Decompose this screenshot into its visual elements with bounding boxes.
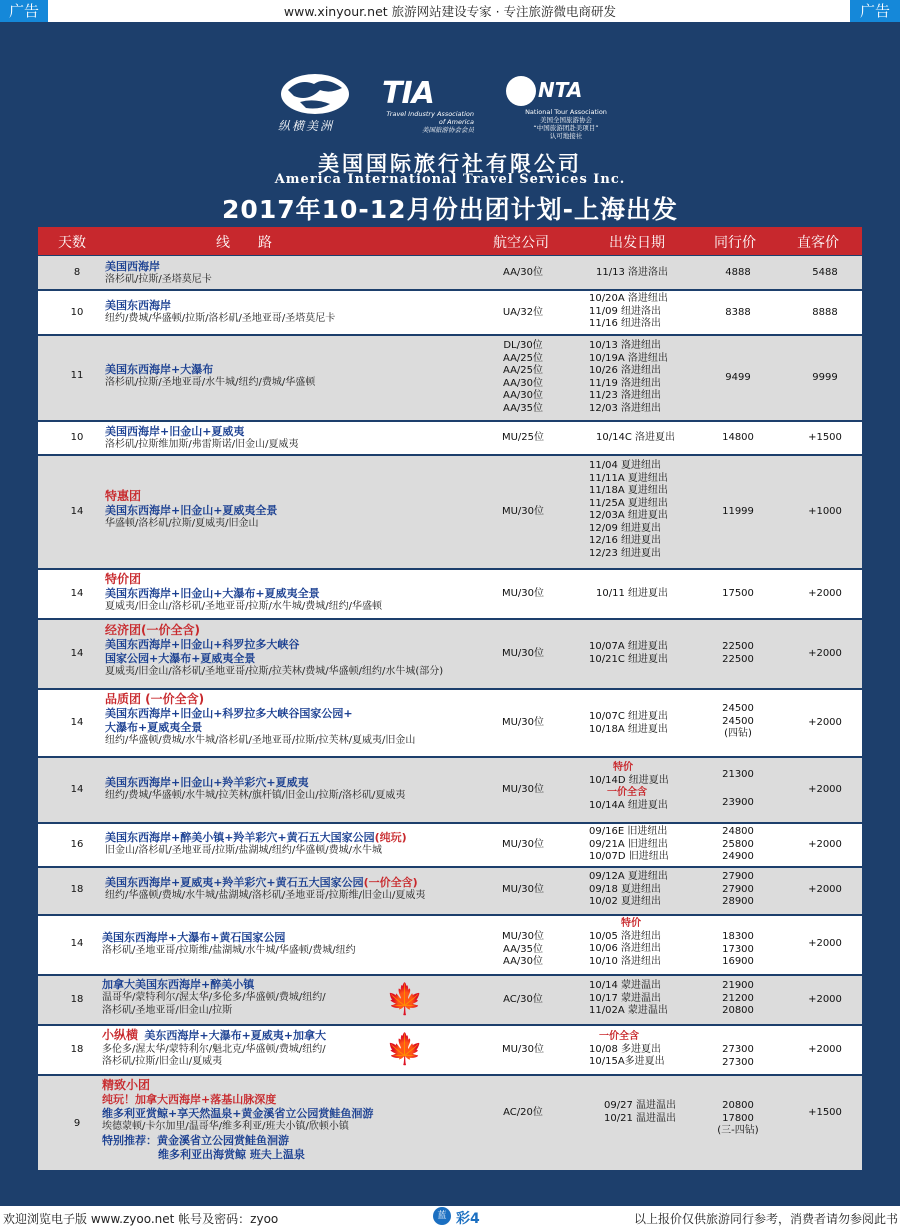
table-row[interactable]: 11 美国东西海岸+大瀑布 洛杉矶/拉斯/圣地亚哥/水牛城/纽约/费城/华盛顿 DL/30位 AA/25位 AA/25位 AA/30位 AA/30位 AA/35位 10/13 洛进纽出 10/19A 洛进纽出 10/26 洛进纽出 11/19 洛进纽出 11/23 洛进纽出 12/03 洛进纽出 9499 9999 bbox=[38, 336, 862, 420]
nta-globe-icon bbox=[506, 76, 536, 106]
table-row[interactable]: 10 美国西海岸+旧金山+夏威夷 洛杉矶/拉斯维加斯/弗雷斯诺/旧金山/夏威夷 MU/25位 10/14C 洛进夏出 14800 +1500 bbox=[38, 422, 862, 454]
table-row[interactable]: 18 小纵横 美东西海岸+大瀑布+夏威夷+加拿大 多伦多/渥太华/蒙特利尔/魁北克/华盛顿/费城/纽约/ 洛杉矶/拉斯/旧金山/夏威夷 🍁 MU/30位 一价全含 10/08 多进夏出 10/15A多进夏出 27300 27300 +2000 bbox=[38, 1026, 862, 1074]
maple-leaf-icon: 🍁 bbox=[386, 982, 424, 1017]
page-mark-badge: 蓝 bbox=[433, 1207, 451, 1225]
nta-logo: NTA bbox=[538, 78, 583, 102]
footer bbox=[0, 1206, 900, 1230]
top-banner bbox=[0, 0, 900, 22]
header-route: 线 路 bbox=[216, 235, 272, 251]
header-date: 出发日期 bbox=[609, 235, 665, 251]
table-row[interactable]: 18 美国东西海岸+夏威夷+羚羊彩穴+黄石五大国家公园(一价全含) 纽约/华盛顿/费城/水牛城/盐湖城/洛杉矶/圣地亚哥/拉斯维/旧金山/夏威夷 MU/30位 09/12A 夏进纽出 09/18 夏进纽出 10/02 夏进纽出 27900 27900 28900 +2000 bbox=[38, 868, 862, 914]
tia-logo: TIA bbox=[382, 76, 434, 111]
header-peer-price: 同行价 bbox=[714, 235, 756, 251]
table-header bbox=[38, 227, 862, 255]
nta-subtitle: National Tour Association 美国全国旅游协会 “中国旅游团赴美项目” 认可地接社 bbox=[525, 108, 607, 140]
table-row[interactable]: 10 美国东西海岸 纽约/费城/华盛顿/拉斯/洛杉矶/圣地亚哥/圣塔莫尼卡 UA/32位 10/20A 洛进纽出 11/09 纽进洛出 11/16 纽进洛出 8388 8888 bbox=[38, 291, 862, 334]
logo-strip bbox=[270, 72, 630, 142]
footer-left-text[interactable]: 欢迎浏览电子版 www.zyoo.net 帐号及密码：zyoo bbox=[3, 1212, 279, 1226]
header-direct-price: 直客价 bbox=[797, 235, 839, 251]
table-row[interactable]: 14 品质团 (一价全含) 美国东西海岸+旧金山+科罗拉多大峡谷国家公园+ 大瀑布+夏威夷全景 纽约/华盛顿/费城/水牛城/洛杉矶/圣地亚哥/拉斯/拉芙林/夏威夷/旧金山 MU/30位 10/07C 纽进夏出 10/18A 纽进夏出 24500 24500 (四钻) +2000 bbox=[38, 690, 862, 756]
header-airline: 航空公司 bbox=[493, 235, 549, 251]
tia-subtitle: Travel Industry Association of America 美国旅游协会会员 bbox=[386, 110, 474, 134]
ad-label-right[interactable]: 广告 bbox=[850, 0, 900, 22]
table-row[interactable]: 14 经济团(一价全含) 美国东西海岸+旧金山+科罗拉多大峡谷 国家公园+大瀑布+夏威夷全景 夏威夷/旧金山/洛杉矶/圣地亚哥/拉斯/拉芙林/费城/华盛顿/纽约/水牛城(部分) MU/30位 10/07A 纽进夏出 10/21C 纽进夏出 22500 22500 +2000 bbox=[38, 620, 862, 688]
company-name-en: America International Travel Services Inc. bbox=[274, 172, 626, 187]
table-row[interactable]: 14 特惠团 美国东西海岸+旧金山+夏威夷全景 华盛顿/洛杉矶/拉斯/夏威夷/旧金山 MU/30位 11/04 夏进纽出 11/11A 夏进纽出 11/18A 夏进纽出 11/25A 夏进纽出 12/03A 纽进夏出 12/09 纽进夏出 12/16 纽进夏出 12/23 纽进夏出 11999 +1000 bbox=[38, 456, 862, 568]
table-row[interactable]: 8 美国西海岸 洛杉矶/拉斯/圣塔莫尼卡 AA/30位 11/13 洛进洛出 4888 5488 bbox=[38, 256, 862, 289]
company-name-cn: 美国国际旅行社有限公司 bbox=[318, 151, 582, 176]
footer-disclaimer: 以上报价仅供旅游同行参考，消费者请勿参阅此书 bbox=[633, 1212, 898, 1226]
table-row[interactable]: 14 特价团 美国东西海岸+旧金山+大瀑布+夏威夷全景 夏威夷/旧金山/洛杉矶/圣地亚哥/拉斯/水牛城/费城/纽约/华盛顿 MU/30位 10/11 纽进夏出 17500 +2000 bbox=[38, 570, 862, 618]
site-tagline: www.xinyour.net 旅游网站建设专家 · 专注旅游微电商研发 bbox=[283, 4, 617, 19]
page-number: 彩4 bbox=[456, 1211, 480, 1227]
maple-leaf-icon: 🍁 bbox=[386, 1032, 424, 1067]
table-row[interactable]: 16 美国东西海岸+醉美小镇+羚羊彩穴+黄石五大国家公园(纯玩) 旧金山/洛杉矶/圣地亚哥/拉斯/盐湖城/纽约/华盛顿/费城/水牛城 MU/30位 09/16E 旧进纽出 09/21A 旧进纽出 10/07D 旧进纽出 24800 25800 24900 +2000 bbox=[38, 824, 862, 866]
table-row[interactable]: 14 美国东西海岸+旧金山+羚羊彩穴+夏威夷 纽约/费城/华盛顿/水牛城/拉芙林/旗杆镇/旧金山/拉斯/洛杉矶/夏威夷 MU/30位 特价 10/14D 纽进夏出 一价全含 10/14A 纽进夏出 21300 23900 +2000 bbox=[38, 758, 862, 822]
table-row[interactable]: 9 精致小团 纯玩！加拿大西海岸+落基山脉深度 维多利亚赏鲸+享天然温泉+黄金溪省立公园赏鲑鱼洄游 埃德蒙顿/卡尔加里/温哥华/维多利亚/班夫小镇/欣顿小镇 特别推荐：黄金溪省立公园赏鲑鱼洄游 维多利亚出海赏鲸 班夫上温泉 AC/20位 09/27 温进温出 10/21 温进温出 20800 17800 (三-四钻) +1500 bbox=[38, 1076, 862, 1170]
ad-label-left[interactable]: 广告 bbox=[0, 0, 48, 22]
page-title: 2017年10-12月份出团计划-上海出发 bbox=[222, 195, 678, 224]
brand-name: 纵横美洲 bbox=[278, 119, 335, 133]
table-row[interactable]: 14 美国东西海岸+大瀑布+黄石国家公园 洛杉矶/圣地亚哥/拉斯维/盐湖城/水牛城/华盛顿/费城/纽约 MU/30位 AA/35位 AA/30位 特价 10/05 洛进纽出 10/06 洛进纽出 10/10 洛进纽出 18300 17300 16900 +2000 bbox=[38, 916, 862, 974]
header-days: 天数 bbox=[58, 235, 86, 251]
table-row[interactable]: 18 加拿大美国东西海岸+醉美小镇 温哥华/蒙特利尔/渥太华/多伦多/华盛顿/费城/纽约/ 洛杉矶/圣地亚哥/旧金山/拉斯 🍁 AC/30位 10/14 蒙进温出 10/17 蒙进温出 11/02A 蒙进温出 21900 21200 20800 +2000 bbox=[38, 976, 862, 1024]
globe-logo-icon bbox=[280, 72, 350, 116]
